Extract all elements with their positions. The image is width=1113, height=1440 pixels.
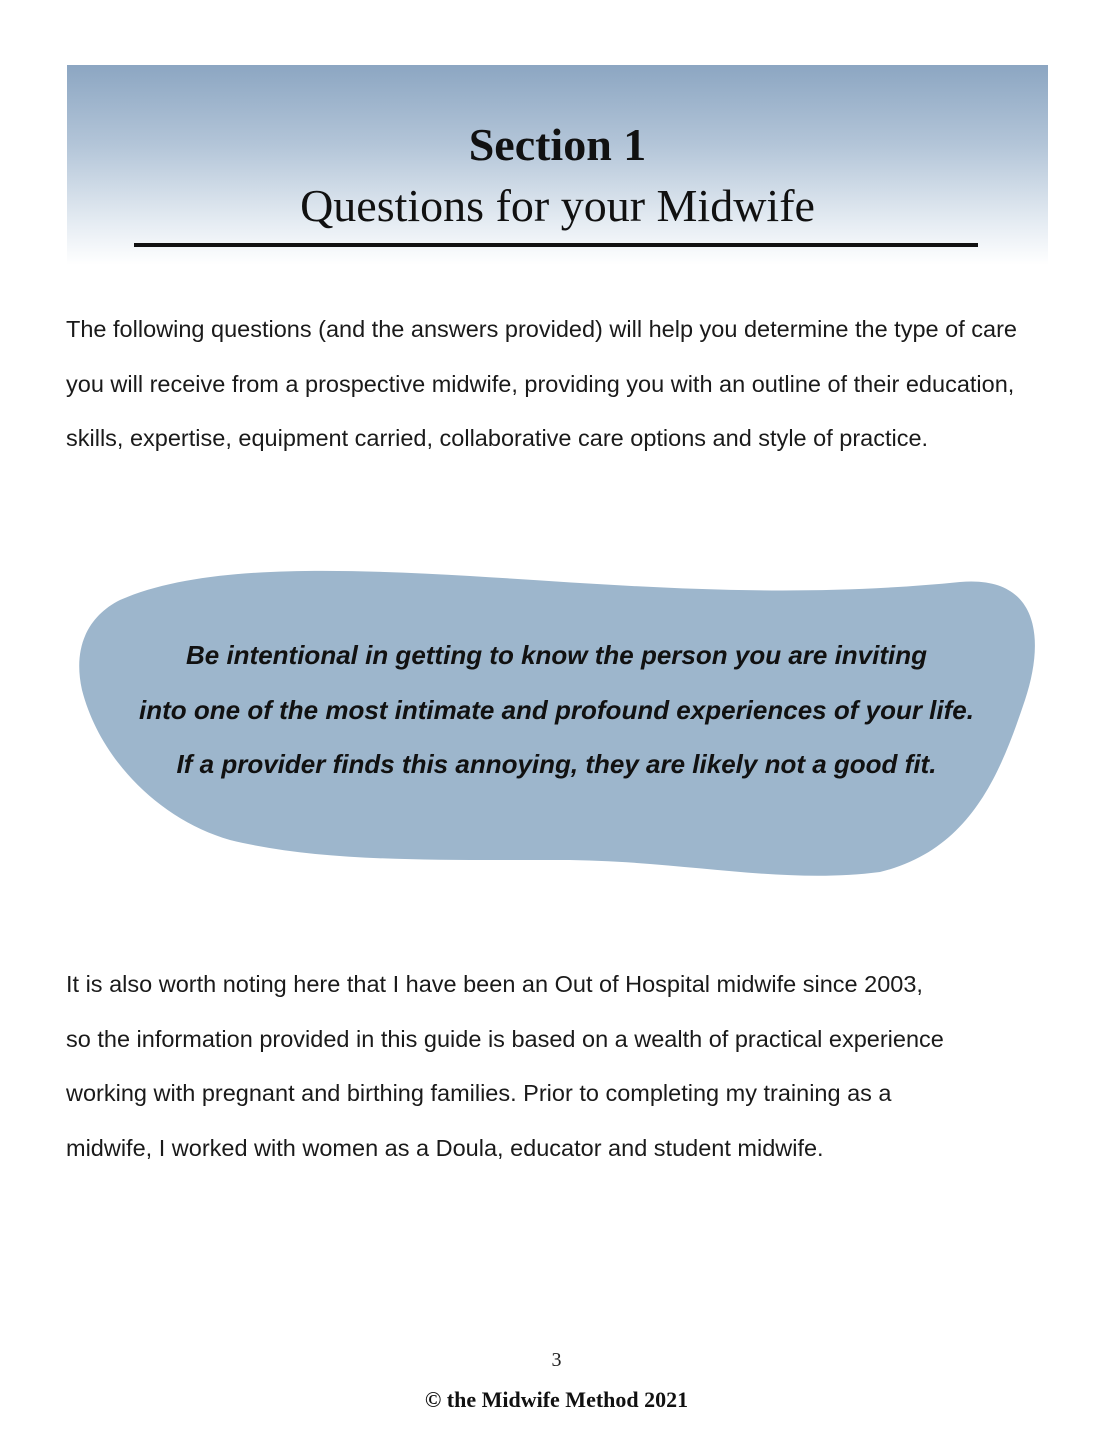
page-number: 3: [551, 1349, 562, 1371]
copyright-notice: © the Midwife Method 2021: [424, 1387, 689, 1412]
callout-quote: [100, 628, 1013, 792]
closing-line: working with pregnant and birthing families. Prior to completing my training as a: [66, 1080, 892, 1106]
closing-line: midwife, I worked with women as a Doula, educator and student midwife.: [66, 1134, 824, 1161]
closing-line: It is also worth noting here that I have been an Out of Hospital midwife since 2003,: [66, 971, 923, 997]
callout-line: into one of the most intimate and profound experiences of your life.: [139, 694, 974, 725]
callout-line: If a provider finds this annoying, they are likely not a good fit.: [176, 749, 937, 779]
callout-line: Be intentional in getting to know the person you are inviting: [185, 640, 928, 670]
section-title: Questions for your Midwife: [300, 180, 815, 231]
intro-paragraph: The following questions (and the answers provided) will help you determine the type of care you will receive from a prospective midwife, providing you with an outline of their education, skills, expertise, equipment carried, collaborative care options and style of practice.: [66, 316, 1017, 451]
closing-paragraph: [66, 957, 1056, 1175]
section-label: Section 1: [468, 119, 647, 170]
closing-line: so the information provided in this guide is based on a wealth of practical experience: [66, 1025, 944, 1052]
